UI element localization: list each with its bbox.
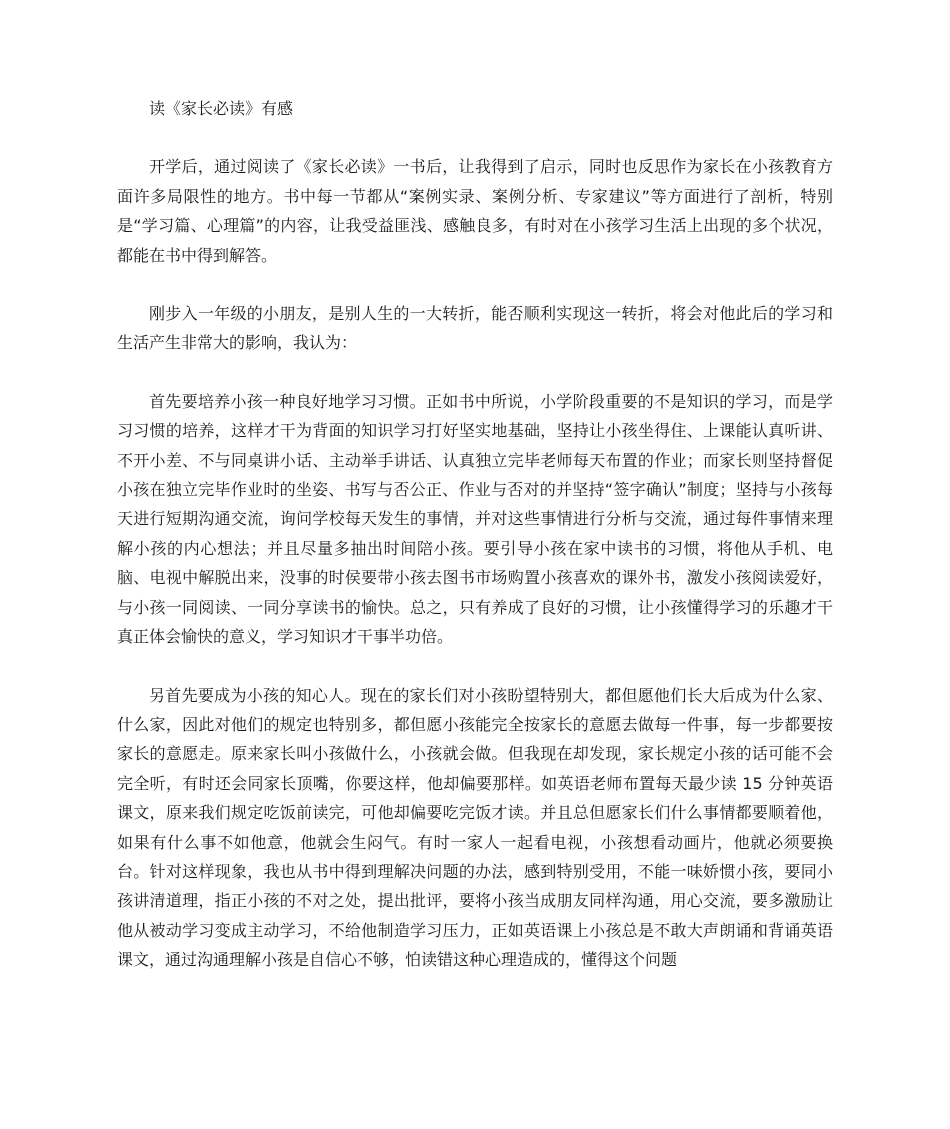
document-body xyxy=(117,94,833,975)
paragraph-3: 首先要培养小孩一种良好地学习习惯。正如书中所说，小学阶段重要的不是知识的学习，而是学习习惯的培养，这样才干为背面的知识学习打好坚实地基础，坚持让小孩坐得住、上课能认真听讲、不开小差、不与同桌讲小话、主动举手讲话、认真独立完毕老师每天布置的作业；而家长则坚持督促小孩在独立完毕作业时的坐姿、书写与否公正、作业与否对的并坚持“签字确认”制度；坚持与小孩每天进行短期沟通交流，询问学校每天发生的事情，并对这些事情进行分析与交流，通过每件事情来理解小孩的内心想法；并且尽量多抽出时间陪小孩。要引导小孩在家中读书的习惯，将他从手机、电脑、电视中解脱出来，没事的时侯要带小孩去图书市场购置小孩喜欢的课外书，激发小孩阅读爱好，与小孩一同阅读、一同分享读书的愉快。总之，只有养成了良好的习惯，让小孩懂得学习的乐趣才干真正体会愉快的意义，学习知识才干事半功倍。 xyxy=(117,391,833,647)
paragraph-4: 另首先要成为小孩的知心人。现在的家长们对小孩盼望特别大，都但愿他们长大后成为什么家、什么家，因此对他们的规定也特别多，都但愿小孩能完全按家长的意愿去做每一件事，每一步都要按家长的意愿走。原来家长叫小孩做什么，小孩就会做。但我现在却发现，家长规定小孩的话可能不会完全听，有时还会同家长顶嘴，你要这样，他却偏要那样。如英语老师布置每天最少读 15 分钟英语课文，原来我们规定吃饭前读完，可他却偏要吃完饭才读。并且总但愿家长们什么事情都要顺着他，如果有什么事不如他意，他就会生闷气。有时一家人一起看电视，小孩想看动画片，他就必须要换台。针对这样现象，我也从书中得到理解决问题的办法，感到特别受用，不能一味娇惯小孩，要同小孩讲清道理，指正小孩的不对之处，提出批评，要将小孩当成朋友同样沟通，用心交流，要多激励让他从被动学习变成主动学习，不给他制造学习压力，正如英语课上小孩总是不敢大声朗诵和背诵英语课文，通过沟通理解小孩是自信心不够，怕读错这种心理造成的，懂得这个问题 xyxy=(117,685,833,970)
paragraph-2: 刚步入一年级的小朋友，是别人生的一大转折，能否顺利实现这一转折，将会对他此后的学习和生活产生非常大的影响，我认为： xyxy=(117,304,833,353)
document-title: 读《家长必读》有感 xyxy=(149,99,294,118)
paragraph-1: 开学后，通过阅读了《家长必读》一书后，让我得到了启示，同时也反思作为家长在小孩教育方面许多局限性的地方。书中每一节都从“案例实录、案例分析、专家建议”等方面进行了剖析，特别是“学习篇、心理篇”的内容，让我受益匪浅、感触良多，有时对在小孩学习生活上出现的多个状况，都能在书中得到解答。 xyxy=(117,157,833,265)
